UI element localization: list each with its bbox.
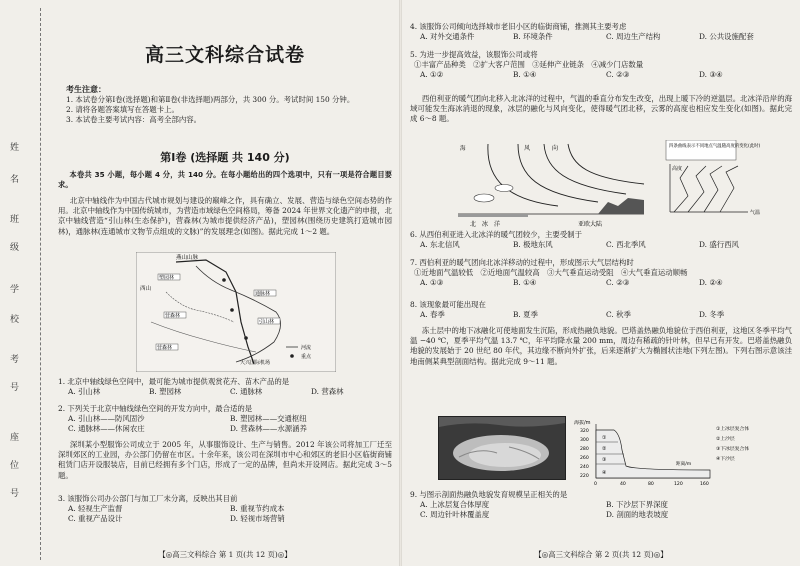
map-label: 西山 <box>140 286 152 292</box>
profile-xlabel: 距离/m <box>676 462 692 467</box>
svg-text:④: ④ <box>602 470 607 476</box>
profile-ytick: 300 <box>580 438 589 443</box>
profile-ytick: 260 <box>580 456 589 461</box>
binding-char: 名 <box>10 175 20 185</box>
q5-options <box>410 70 792 80</box>
section-intro-text: 本卷共 35 小题，每小题 4 分，共 140 分。在每小题给出的四个选项中，只有一项是符合题目要求。 <box>58 170 392 189</box>
q2-option-a[interactable]: A. 引山林——防风固沙 <box>68 414 145 424</box>
binding-char: 考 <box>10 355 20 365</box>
fig1-label: 北 冰 洋 <box>470 221 501 228</box>
section-title: 第Ⅰ卷 (选择题 共 140 分) <box>160 151 290 164</box>
arctic-figure <box>448 140 778 228</box>
svg-text:③: ③ <box>602 457 607 463</box>
binding-char: 学 <box>10 285 20 295</box>
question-9 <box>410 490 792 521</box>
svg-text:②: ② <box>602 446 607 452</box>
q9-option-c[interactable]: C. 周边针叶林覆盖度 <box>420 510 490 520</box>
profile-legend-item: ③下冰层复合体 <box>716 447 750 452</box>
profile-legend-item: ④下沙层 <box>716 457 735 462</box>
q4-option-d[interactable]: D. 公共设施配套 <box>699 32 754 42</box>
q1-option-b[interactable]: B. 塑园林 <box>149 387 182 397</box>
q7-options <box>410 278 792 288</box>
section-intro <box>58 170 392 190</box>
svg-text:①: ① <box>602 435 607 441</box>
question-4 <box>410 22 792 42</box>
q3-options <box>58 504 392 524</box>
map-legend-item: 重点 <box>301 354 312 360</box>
q1-options <box>58 387 392 397</box>
binding-char: 座 <box>10 433 20 443</box>
binding-char: 校 <box>10 315 20 325</box>
map-label: 大兴国际机场 <box>240 360 271 366</box>
q8-option-d[interactable]: D. 冬季 <box>699 310 725 320</box>
beijing-axis-map <box>136 252 336 372</box>
q6-option-b[interactable]: B. 极地东风 <box>513 240 553 250</box>
map-label: 燕山山脉 <box>176 255 199 261</box>
q5-option-b[interactable]: B. ①④ <box>513 70 537 80</box>
question-6 <box>410 230 792 250</box>
q4-options <box>410 32 792 42</box>
binding-char: 级 <box>10 243 20 253</box>
profile-ytick: 280 <box>580 447 589 452</box>
profile-xtick: 40 <box>620 482 626 486</box>
notice-block <box>66 84 392 126</box>
notice-item: 2. 请将各题答案填写在答题卡上。 <box>66 105 179 115</box>
q7-option-a[interactable]: A. ①③ <box>420 278 444 288</box>
q4-option-a[interactable]: A. 对外交通条件 <box>420 32 475 42</box>
binding-char: 姓 <box>10 143 20 153</box>
q7-items: ①近地面气温较低 ②近地面气温较高 ③大气垂直运动受阻 ④大气垂直运动顺畅 <box>414 268 688 278</box>
q2-options <box>58 414 392 434</box>
binding-char: 号 <box>10 489 20 499</box>
exam-title: 高三文科综合试卷 <box>144 44 305 66</box>
q1-option-d[interactable]: D. 营森林 <box>311 387 344 397</box>
notice-heading: 考生注意： <box>66 85 106 94</box>
question-8 <box>410 300 792 320</box>
q2-option-c[interactable]: C. 通脉林——休闲农庄 <box>68 424 145 434</box>
q3-stem: 3. 该服饰公司办公部门与加工厂未分离，反映出其目前 <box>58 494 238 503</box>
fig1-label: 向 <box>552 145 559 152</box>
map-svg <box>136 252 336 372</box>
q2-option-b[interactable]: B. 塑园林——交通枢纽 <box>230 414 307 424</box>
map-label: 引山林 <box>259 319 275 325</box>
q5-option-a[interactable]: A. ①② <box>420 70 444 80</box>
profile-xtick: 0 <box>594 482 597 486</box>
passage-4 <box>410 326 792 367</box>
q2-option-d[interactable]: D. 营森林——水源涵养 <box>230 424 307 434</box>
map-label: 通脉林 <box>255 291 271 297</box>
profile-ytick: 220 <box>580 474 589 479</box>
q9-option-a[interactable]: A. 上冰层复合体厚度 <box>420 500 490 510</box>
q9-stem: 9. 与图示剖面热融负地貌发育规模呈正相关的是 <box>410 490 568 499</box>
question-5 <box>410 50 792 81</box>
fig1-axis-x: 气温 <box>750 210 761 216</box>
passage-3-text: 西伯利亚的暖气团向北移入北冰洋的过程中，气温的垂直分布发生改变，出现上暖下冷的逆温层。北冰洋沿岸的海域可能发生海冰消退的现象，冰层的融化与风向变化，使得暖气团北移，云雾的高度也相应发生变化(如图)。据此完成 6～8 题。 <box>410 94 792 124</box>
map-label: 营森林 <box>157 345 173 351</box>
profile-legend-item: ①上冰层复合体 <box>716 427 750 432</box>
q1-option-c[interactable]: C. 通脉林 <box>230 387 263 397</box>
q5-stem: 5. 为进一步提高效益，该服饰公司或将 <box>410 50 538 59</box>
fig1-label: 海 <box>460 146 466 152</box>
q5-option-d[interactable]: D. ③④ <box>699 70 723 80</box>
binding-char: 位 <box>10 461 20 471</box>
question-2 <box>58 404 392 435</box>
q1-option-a[interactable]: A. 引山林 <box>68 387 101 397</box>
q8-option-c[interactable]: C. 秋季 <box>606 310 631 320</box>
q8-stem: 8. 该现象最可能出现在 <box>410 300 486 309</box>
binding-line <box>40 8 41 560</box>
profile-ylabel: 海拔/m <box>574 420 591 426</box>
page-1-footer: 【◎高三文科综合 第 1 页(共 12 页)◎】 <box>158 549 292 559</box>
passage-1 <box>58 196 392 237</box>
q4-option-c[interactable]: C. 周边生产结构 <box>606 32 661 42</box>
q8-option-b[interactable]: B. 夏季 <box>513 310 538 320</box>
profile-ytick: 320 <box>580 429 589 434</box>
arctic-figure-svg <box>448 140 778 228</box>
fig1-label: 风 <box>524 145 531 152</box>
question-7 <box>410 258 792 289</box>
binding-char: 号 <box>10 383 20 393</box>
passage-2-text: 深圳某小型服饰公司成立于 2005 年，从事服饰设计、生产与销售。2012 年该公司将加工厂迁至深圳郊区的工业园，办公部门仍留在市区。十余年来，该公司在深圳市中心和郊区的老旧小区临街商铺租赁门店开设服装店，目前已经拥有多个门店，形成了一定的品牌，但尚未开设网店。据此完成 3～5 题。 <box>58 440 392 480</box>
q3-option-a[interactable]: A. 轻视生产监督 <box>68 504 123 514</box>
q7-stem: 7. 西伯利亚的暖气团向北冰洋移动的过程中，形成图示大气层结构时 <box>410 258 634 267</box>
map-label: 塑园林 <box>159 275 175 281</box>
map-legend-item: 河流 <box>301 345 312 351</box>
q5-items: ①丰富产品种类 ②扩大客户范围 ③延伸产业链条 ④减少门店数量 <box>414 60 644 70</box>
q7-option-c[interactable]: C. ②③ <box>606 278 630 288</box>
profile-figure <box>574 420 788 486</box>
passage-4-text: 冻土层中的地下冰融化可使地面发生沉陷，形成热融负地貌。巴塔盖热融负地貌位于西伯利亚，这地区冬季平均气温 −40 ℃，夏季平均气温 13.7 ℃，年平均降水量 200 mm，周边有稀疏的针叶林，但早已有开发。巴塔盖热融负地貌的发展始于 20 世纪 80 年代，其边缘不断向外扩张，后来逐渐扩大为椭圆状洼地(下列左图)。下列右图示意该洼地南侧某典型剖面结构。据此完成 9～11 题。 <box>410 326 792 366</box>
profile-xtick: 120 <box>674 482 683 486</box>
profile-svg <box>574 420 788 486</box>
notice-item: 3. 本试卷主要考试内容：高考全部内容。 <box>66 115 202 125</box>
binding-char: 班 <box>10 215 20 225</box>
q4-stem: 4. 该服饰公司倾向选择城市老旧小区的临街商铺，推测其主要考虑 <box>410 22 627 31</box>
page-1 <box>58 0 392 566</box>
question-3 <box>58 494 392 525</box>
q3-option-c[interactable]: C. 重视产品设计 <box>68 514 123 524</box>
q9-option-d[interactable]: D. 剖面的地表坡度 <box>606 510 669 520</box>
q6-option-a[interactable]: A. 东北信风 <box>420 240 460 250</box>
q8-option-a[interactable]: A. 春季 <box>420 310 445 320</box>
fig1-label: 亚欧大陆 <box>578 221 603 228</box>
q4-option-b[interactable]: B. 环境条件 <box>513 32 553 42</box>
q7-option-d[interactable]: D. ②④ <box>699 278 723 288</box>
q3-option-d[interactable]: D. 轻视市场营销 <box>230 514 285 524</box>
q9-options <box>410 500 792 520</box>
q6-option-c[interactable]: C. 西北季风 <box>606 240 646 250</box>
q5-option-c[interactable]: C. ②③ <box>606 70 630 80</box>
page-fold <box>399 0 402 566</box>
q6-stem: 6. 从西伯利亚进入北冰洋的暖气团较少，主要受制于 <box>410 230 582 239</box>
profile-xtick: 160 <box>700 482 709 486</box>
profile-xtick: 80 <box>648 482 654 486</box>
q7-option-b[interactable]: B. ①④ <box>513 278 537 288</box>
q3-option-b[interactable]: B. 重视节约成本 <box>230 504 285 514</box>
passage-3 <box>410 94 792 125</box>
page-2 <box>410 0 792 566</box>
batagay-photo <box>438 416 566 480</box>
q8-options <box>410 310 792 320</box>
map-label: 营森林 <box>165 313 181 319</box>
profile-ytick: 240 <box>580 465 589 470</box>
passage-2 <box>58 440 392 481</box>
fig1-legend-title: 四条曲线表示不同地点气温随高度的变化(此时) <box>669 144 761 149</box>
q9-option-b[interactable]: B. 下沙层下界深度 <box>606 500 668 510</box>
q6-options <box>410 240 792 250</box>
page-2-footer: 【◎高三文科综合 第 2 页(共 12 页)◎】 <box>534 549 668 559</box>
notice-item: 1. 本试卷分第Ⅰ卷(选择题)和第Ⅱ卷(非选择题)两部分，共 300 分。考试时间 150 分钟。 <box>66 95 355 105</box>
fig1-axis-y: 高度 <box>672 166 683 172</box>
q2-stem: 2. 下列关于北京中轴线绿色空间的开发方向中，最合适的是 <box>58 404 253 413</box>
profile-legend-item: ②上沙层 <box>716 437 735 442</box>
q1-stem: 1. 北京中轴线绿色空间中，最可能为城市提供观赏花卉、苗木产品的是 <box>58 377 290 386</box>
passage-1-text: 北京中轴线作为中国古代城市规划与建设的巅峰之作，具有确立、发展、营造与绿色空间态势的作用。北京中轴线作为中国传统城市，为营造市域绿色空间格局，筹备 2024 年世界文化遗产的申报，北京中轴线营造“引山林(生态保护)，营森林(为城市提供经济产品)，塑园林(围绕历史建筑打造城市园林)，通脉林(连通城市文物节点组成的文脉)”的发展理念(如图)。据此完成 1～2 题。 <box>58 196 392 236</box>
question-1 <box>58 377 392 397</box>
binding-margin <box>0 0 56 566</box>
q6-option-d[interactable]: D. 盛行西风 <box>699 240 739 250</box>
